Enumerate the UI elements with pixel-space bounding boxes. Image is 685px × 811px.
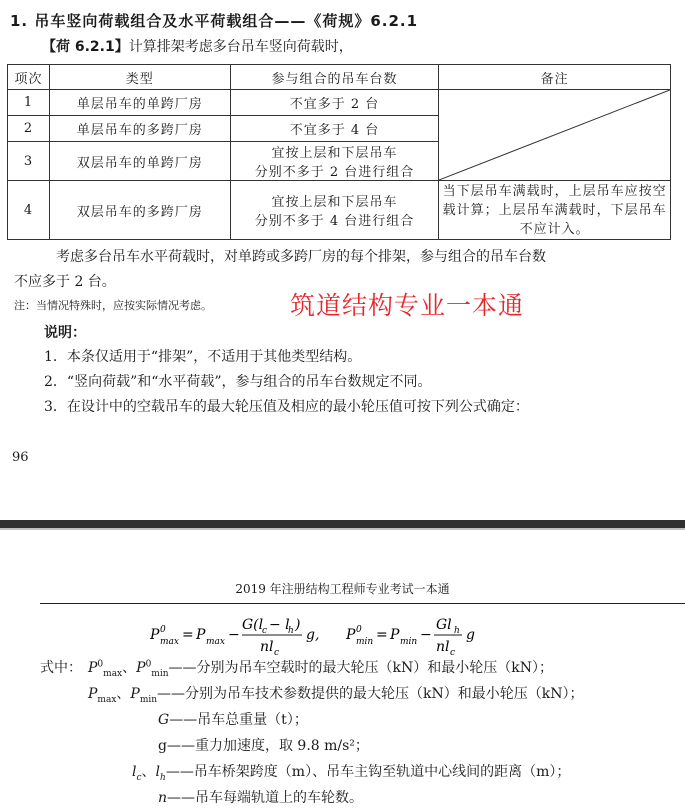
crane-combination-table [7,64,671,240]
definition-text: ——重力加速度，取 9.8 m/s²； [166,738,369,754]
row-no: 4 [8,181,50,240]
table-row [8,90,671,116]
row-no: 3 [8,142,50,181]
svg-text:P: P [346,627,356,643]
diagonal-line [439,90,670,180]
svg-text:): ) [295,617,301,633]
svg-text:0: 0 [160,625,166,635]
svg-text:=: = [376,627,388,643]
header-count: 参与组合的吊车台数 [230,65,439,90]
row-count [230,142,439,181]
definition-text: ——分别为吊车技术参数提供的最大轮压（kN）和最小轮压（kN）； [157,686,584,702]
footnote: 注：当情况特殊时，应按实际情况考虑。 [14,299,212,312]
formula-graphic [150,615,530,659]
definition-text: ——分别为吊车空载时的最大轮压（kN）和最小轮压（kN）； [168,660,553,676]
svg-text:max: max [206,637,225,647]
svg-text:min: min [400,637,418,647]
definition-row: $P_{max}$、$P_{min}——$分别为吊车技术参数提供的最大轮压（kN）和最小轮压（kN）； [88,686,584,705]
paragraph-horizontal-load: 考虑多台吊车水平荷载时，对单跨或多跨厂房的每个排架，参与组合的吊车台数 [56,249,546,265]
row-type: 双层吊车的多跨厂房 [49,181,230,240]
table-row [8,181,671,240]
remark-text: 当下层吊车满载时，上层吊车应按空载计算；上层吊车满载时，下层吊车不应计入。 [439,181,671,240]
formula-prefix: 式中： [40,660,82,676]
svg-text:nl: nl [436,639,450,655]
row-no: 2 [8,116,50,142]
definition-text: ——吊车桥架跨度（m）、吊车主钩至轨道中心线间的距离（m）； [165,764,571,780]
svg-text:G(l: G(l [242,617,264,633]
intro-line [42,36,353,56]
paragraph-horizontal-load-cont: 不应多于 2 台。 [14,274,116,290]
row-no: 1 [8,90,50,116]
svg-text:−: − [228,627,240,643]
table-header-row [8,65,671,90]
header-remark: 备注 [439,65,671,90]
explain-item: 3．在设计中的空载吊车的最大轮压值及相应的最小轮压值可按下列公式确定： [44,399,529,415]
definition-row: $P^0_{max}$、$P^0_{min}——$分别为吊车空载时的最大轮压（kN）和最小轮压（kN）； [88,659,553,679]
svg-text:nl: nl [260,639,274,655]
svg-text:h: h [454,626,460,636]
definition-row: G——吊车总重量（t）； [158,712,308,728]
count-line-1: 宜按上层和下层吊车 [271,195,398,210]
wheel-pressure-formula [150,615,530,663]
row-count [230,181,439,240]
remark-empty-cell [439,90,671,181]
svg-text:0: 0 [356,625,362,635]
svg-text:c: c [274,648,280,658]
row-type: 单层吊车的单跨厂房 [49,90,230,116]
explain-item: 1．本条仅适用于“排架”，不适用于其他类型结构。 [44,349,362,365]
definition-row: n——吊车每端轨道上的车轮数。 [158,790,364,806]
definition-row: $l_c$、$l_h——$吊车桥架跨度（m）、吊车主钩至轨道中心线间的距离（m）； [132,764,571,783]
row-type: 双层吊车的单跨厂房 [49,142,230,181]
header-rule [40,603,685,604]
section-title: 1. 吊车竖向荷载组合及水平荷载组合——《荷规》6.2.1 [10,12,419,30]
svg-text:min: min [356,637,374,647]
svg-text:c: c [450,648,456,658]
definition-row: g——重力加速度，取 9.8 m/s²； [158,738,369,754]
row-count: 不宜多于 4 台 [230,116,439,142]
header-no: 项次 [8,65,50,90]
count-line-2: 分别不多于 4 台进行组合 [254,214,415,229]
svg-text:Gl: Gl [436,617,452,633]
header-type: 类型 [49,65,230,90]
definition-text: ——吊车每端轨道上的车轮数。 [167,790,364,806]
svg-text:h: h [288,626,294,636]
page-header: 2019 年注册结构工程师专业考试一本通 [235,582,450,596]
intro-text: 计算排架考虑多台吊车竖向荷载时， [128,39,353,55]
svg-text:g,: g, [306,627,320,643]
count-line-2: 分别不多于 2 台进行组合 [254,165,415,180]
code-reference: 【荷 6.2.1】 [42,39,129,55]
row-count: 不宜多于 2 台 [230,90,439,116]
svg-text:P: P [390,627,400,643]
page-divider-shadow [0,528,685,530]
svg-text:=: = [182,627,194,643]
svg-text:c: c [262,626,268,636]
row-type: 单层吊车的多跨厂房 [49,116,230,142]
svg-text:g: g [466,627,475,643]
svg-text:−: − [420,627,432,643]
svg-text:P: P [150,627,160,643]
svg-text:max: max [160,637,179,647]
count-line-1: 宜按上层和下层吊车 [271,146,398,161]
svg-text:P: P [196,627,206,643]
page-divider [0,520,685,528]
watermark-text: 筑道结构专业一本通 [290,291,525,320]
page-number: 96 [12,450,29,465]
definition-text: ——吊车总重量（t）； [169,712,308,728]
explain-item: 2．“竖向荷载”和“水平荷载”，参与组合的吊车台数规定不同。 [44,374,432,390]
explain-title: 说明： [44,325,86,341]
svg-text:− l: − l [269,617,290,633]
